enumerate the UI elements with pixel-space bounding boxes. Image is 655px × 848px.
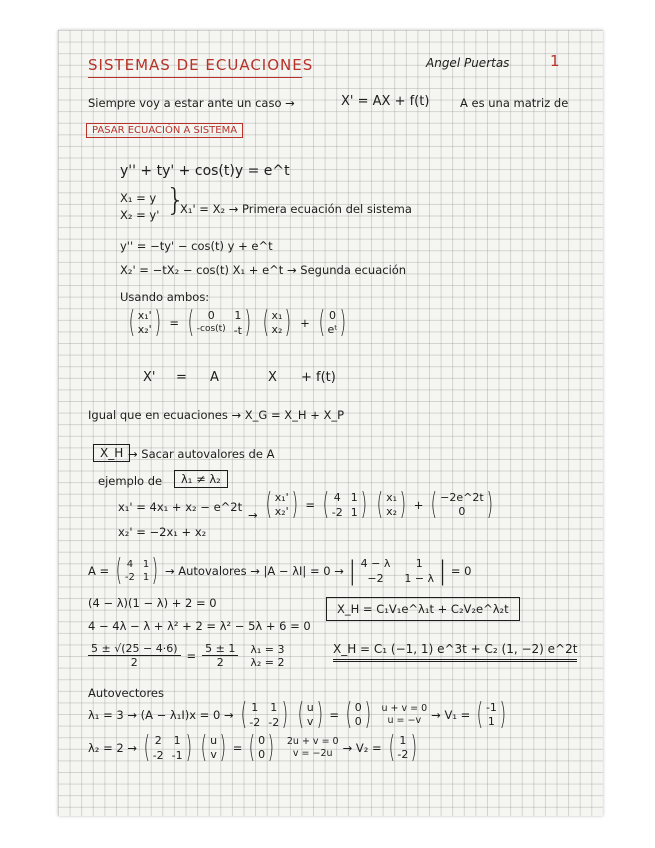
general-solution-box: X_H = C₁V₁e^λ₁t + C₂V₂e^λ₂t xyxy=(326,597,520,621)
lambda1: λ₁ = 3 xyxy=(250,642,285,656)
vector-x: ( x₁ x₂ ) xyxy=(262,305,292,340)
page-title: SISTEMAS DE ECUACIONES xyxy=(88,56,314,74)
autovectores-title: Autovectores xyxy=(88,686,164,700)
vector-f: ( 0 eᵗ ) xyxy=(318,305,347,340)
intro-note: A es una matriz de xyxy=(460,96,569,110)
label-xprime: X' xyxy=(143,370,156,385)
ejemplo-label: ejemplo de xyxy=(98,474,163,488)
ode-equation: y'' + ty' + cos(t)y = e^t xyxy=(120,163,290,179)
example-matrix-form: ( x₁' x₂' ) = ( 4 1 -2 1 ) ( x₁ x₂ ) + ( −2e^2t 0 ) xyxy=(265,487,493,522)
example-eq2: x₂' = −2x₁ + x₂ xyxy=(118,525,207,539)
system-matrix-form: ( x₁' x₂' ) = ( 0 1 -cos(t) -t ) ( x₁ x₂ ) + ( 0 eᵗ ) xyxy=(126,308,349,338)
char-line1: (4 − λ)(1 − λ) + 2 = 0 xyxy=(88,596,217,610)
substitution-x1: X₁ = y xyxy=(120,191,157,205)
label-x: X xyxy=(268,370,277,385)
author-name: Angel Puertas xyxy=(426,56,510,70)
second-equation: X₂' = −tX₂ − cos(t) X₁ + e^t → Segunda ecuación xyxy=(120,263,407,277)
eigen-row: A = ( 4 1 -2 1 ) → Autovalores → |A − λI| = 0 → | 4 − λ 1 −2 1 − λ | = 0 xyxy=(88,553,472,588)
intro-formula: X' = AX + f(t) xyxy=(341,94,430,109)
section-pasar-ecuacion: PASAR ECUACIÓN A SISTEMA xyxy=(86,123,243,138)
usando-ambos: Usando ambos: xyxy=(120,290,210,304)
label-a: A xyxy=(210,370,219,385)
right-brace: } xyxy=(166,183,186,218)
label-equals: = xyxy=(176,370,187,385)
eigenvector-2-row: λ₂ = 2 → ( 2 1 -2 -1 ) ( u v ) = ( 0 0 ) 2u + v = 0 v = −2u → V₂ = ( 1 -2 ) xyxy=(88,730,418,765)
page-number: 1 xyxy=(550,52,560,70)
intro-text: Siempre voy a estar ante un caso → xyxy=(88,96,295,110)
example-eq1: x₁' = 4x₁ + x₂ − e^2t xyxy=(118,500,243,514)
first-equation: X₁' = X₂ → Primera ecuación del sistema xyxy=(180,202,412,216)
xh-solution: X_H = C₁ (−1, 1) e^3t + C₂ (1, −2) e^2t xyxy=(333,642,577,662)
xh-box: X_H xyxy=(93,444,130,462)
title-underline xyxy=(88,77,302,78)
char-line2: 4 − 4λ − λ + λ² + 2 = λ² − 5λ + 6 = 0 xyxy=(88,619,311,633)
matrix-a: ( 0 1 -cos(t) -t ) xyxy=(187,305,252,340)
vector-xprime: ( x₁' x₂' ) xyxy=(128,305,161,340)
notebook-page xyxy=(58,30,603,816)
igual-line: Igual que en ecuaciones → X_G = X_H + X_P xyxy=(88,408,345,422)
example-arrow: → xyxy=(248,508,258,522)
case-box: λ₁ ≠ λ₂ xyxy=(174,470,228,488)
label-f: + f(t) xyxy=(301,370,336,385)
eigenvector-1-row: λ₁ = 3 → (A − λ₁I)x = 0 → ( 1 1 -2 -2 ) ( u v ) = ( 0 0 ) u + v = 0 u = −v → V₁ = ( -1 1 ) xyxy=(88,697,506,732)
quadratic-formula: $\frac{5 \pm √(25 - 4\cdot 6)}{2}$ = $\frac{5 \pm 1}{2}$ λ₁ = 3 λ₂ = 2 xyxy=(88,642,285,669)
substitution-x2: X₂ = y' xyxy=(120,208,160,222)
xh-text: → Sacar autovalores de A xyxy=(128,447,275,461)
isolated-equation: y'' = −ty' − cos(t) y + e^t xyxy=(120,239,273,253)
lambda2: λ₂ = 2 xyxy=(250,655,285,669)
